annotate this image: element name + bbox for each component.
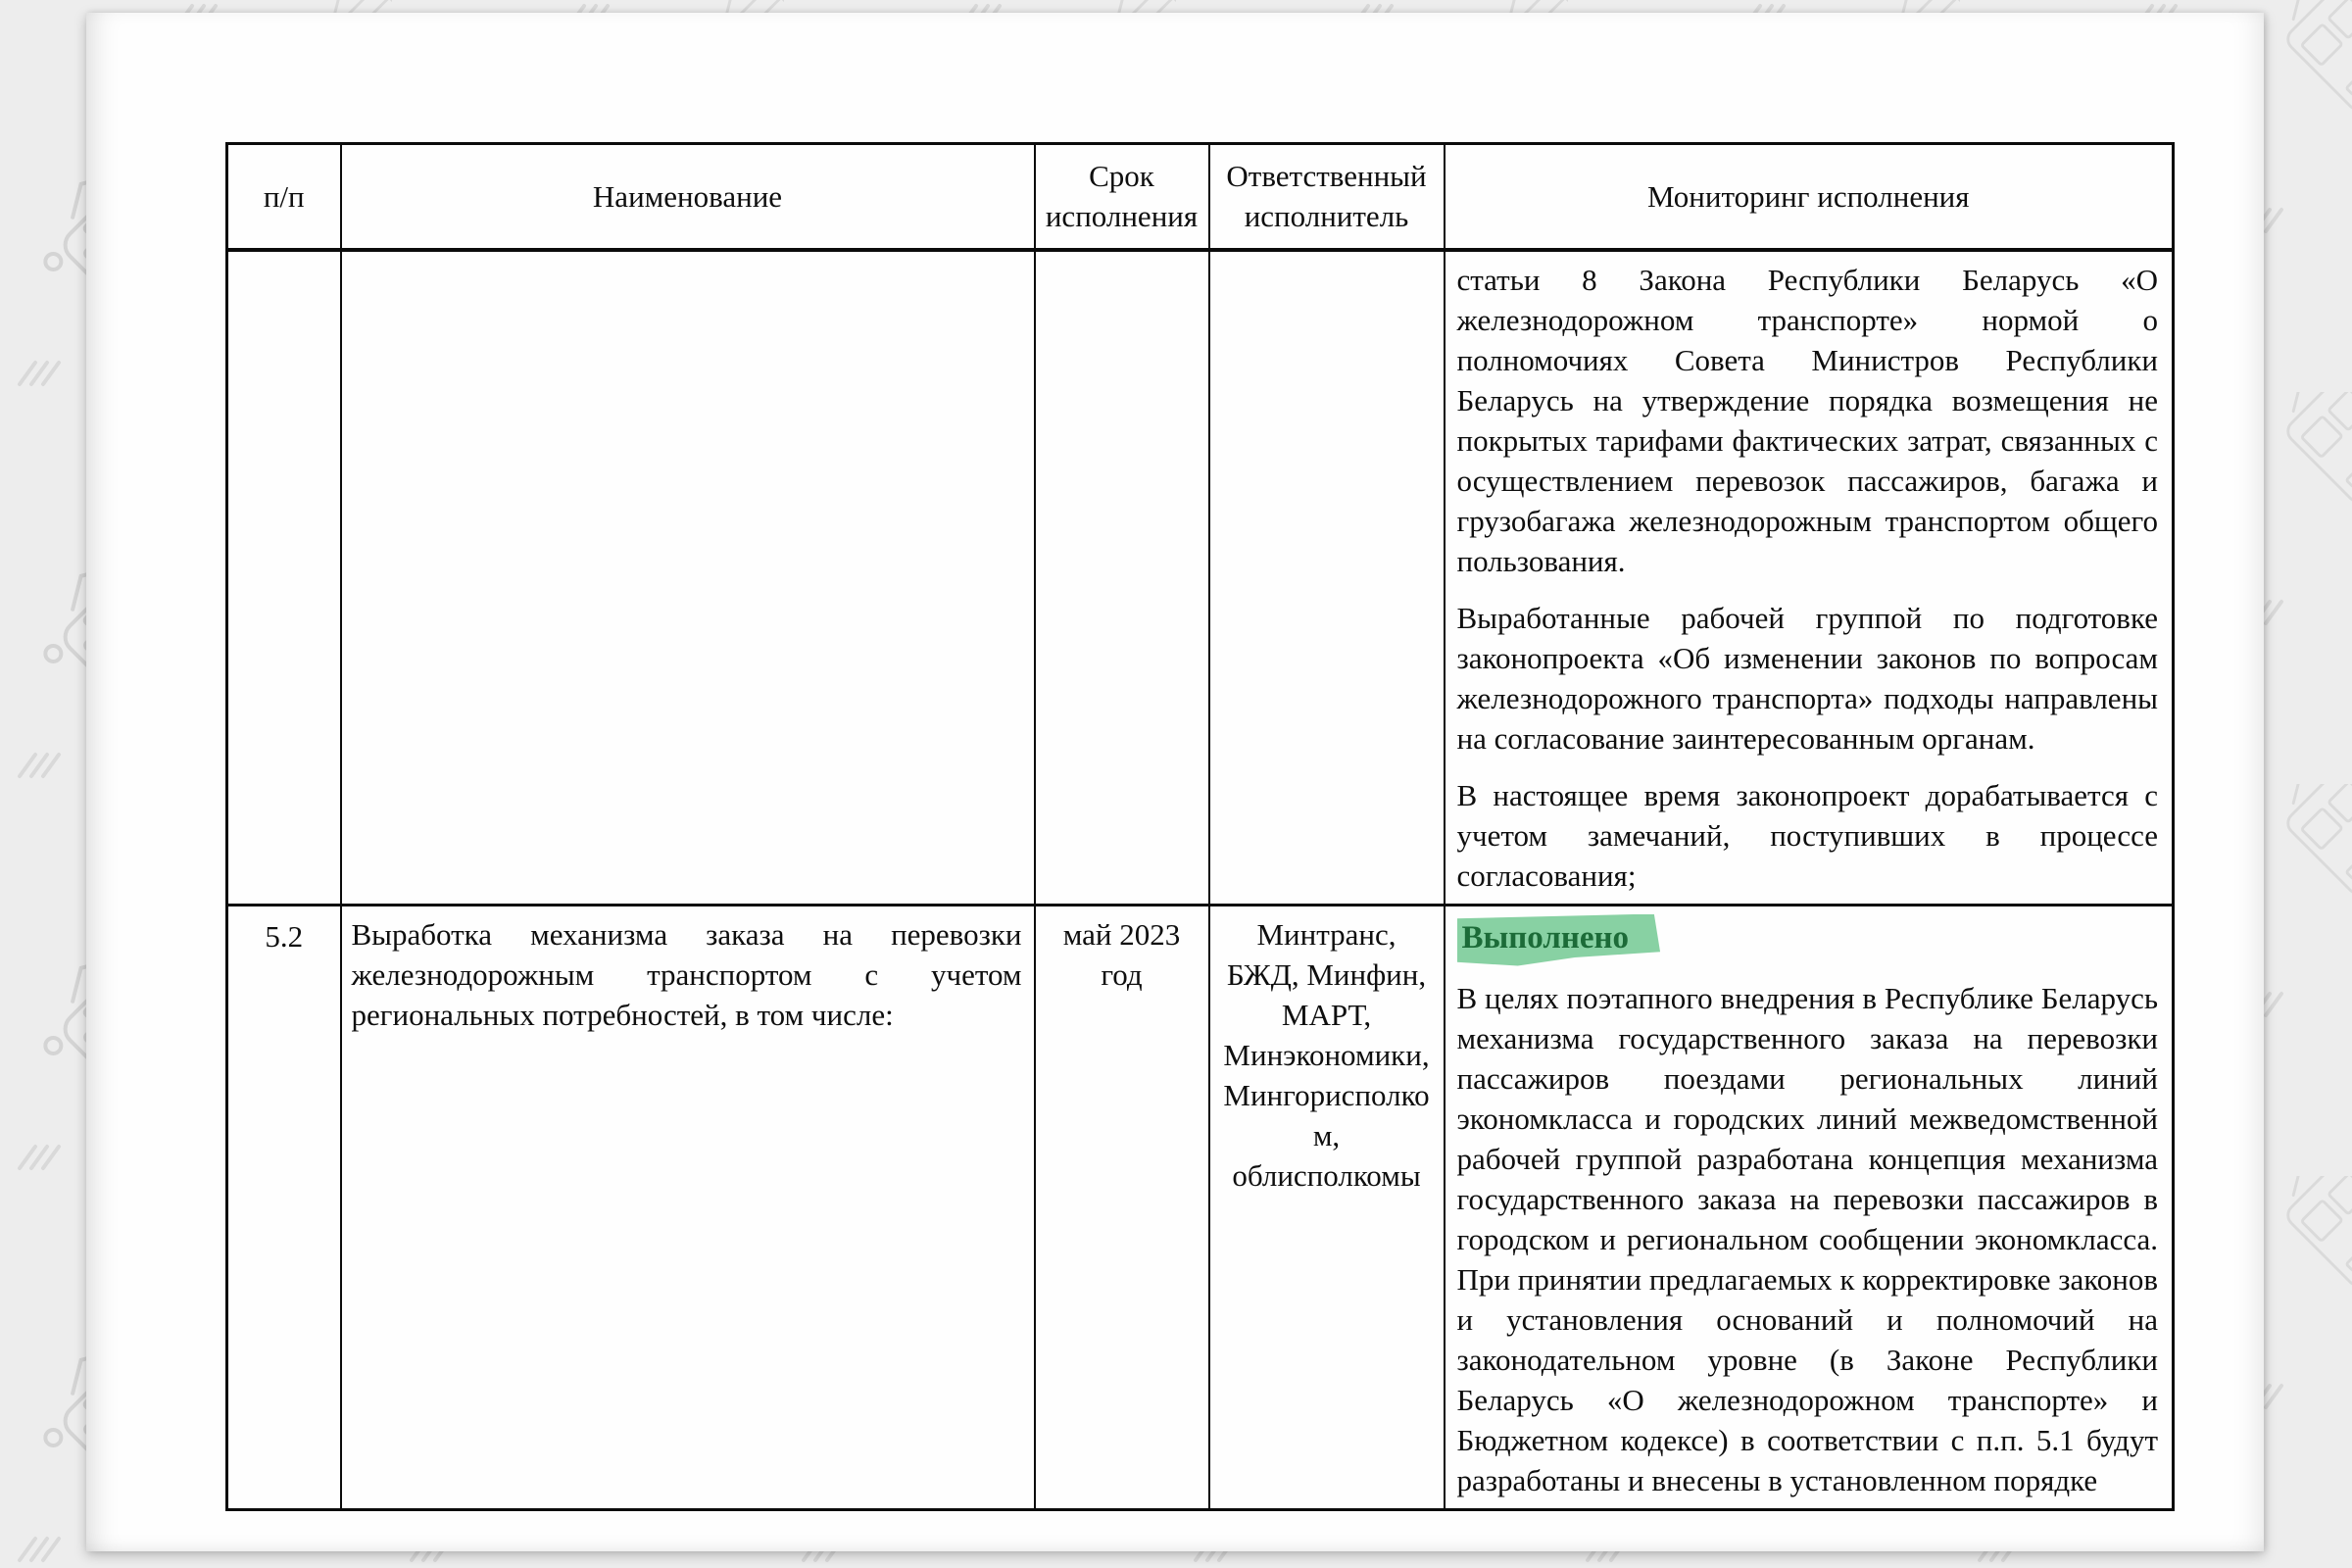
document-page xyxy=(86,13,2264,1551)
col-header-executor: Ответственный исполнитель xyxy=(1209,144,1445,250)
col-header-monitoring: Мониторинг исполнения xyxy=(1445,144,2174,250)
status-badge-done: Выполнено xyxy=(1457,914,1661,966)
cell-name: Выработка механизма заказа на перевозки железнодорожным транспортом с учетом региональных потребностей, в том числе: xyxy=(341,905,1035,1509)
cell-name xyxy=(341,250,1035,906)
cell-monitoring xyxy=(1445,905,2174,1509)
monitoring-paragraph: В настоящее время законопроект дорабатывается с учетом замечаний, поступивших в процессе согласования; xyxy=(1456,777,2158,893)
col-header-num: п/п xyxy=(227,144,341,250)
status-line xyxy=(1457,914,2159,966)
monitoring-paragraph: В целях поэтапного внедрения в Республике Беларусь механизма государственного заказа на перевозки пассажиров поездами региональных линий экономкласса и городских линий межведомственной рабочей группой разработана концепция механизма государственного заказа на перевозки пассажиров в городском и региональном сообщении экономкласса. При принятии предлагаемых к корректировке законов и установления оснований и полномочий на законодательном уровне (в Законе Республики Беларусь «О железнодорожном транспорте» и Бюджетном кодексе) в соответствии с п.п. 5.1 будут разработаны и внесены в установленном порядке xyxy=(1456,980,2158,1497)
cell-num xyxy=(227,250,341,906)
table-row-5-1-continuation xyxy=(227,250,2174,906)
col-header-name: Наименование xyxy=(341,144,1035,250)
cell-executor: Минтранс, БЖД, Минфин, МАРТ, Минэкономики, Мингорисполком, облисполкомы xyxy=(1209,905,1445,1509)
monitoring-paragraph: Выработанные рабочей группой по подготовке законопроекта «Об изменении законов по вопросам железнодорожного транспорта» подходы направлены на согласование заинтересованным органам. xyxy=(1456,600,2158,756)
monitoring-paragraph: статьи 8 Закона Республики Беларусь «О железнодорожном транспорте» нормой о полномочиях Совета Министров Республики Беларусь на утверждение порядка возмещения не покрытых тарифами фактических затрат, связанных с осуществлением перевозок пассажиров, багажа и грузобагажа железнодорожным транспортом общего пользования. xyxy=(1456,262,2158,578)
cell-term xyxy=(1035,250,1209,906)
cell-term: май 2023 год xyxy=(1035,905,1209,1509)
monitoring-table xyxy=(225,142,2175,1511)
cell-monitoring xyxy=(1445,250,2174,906)
cell-num: 5.2 xyxy=(227,905,341,1509)
cell-executor xyxy=(1209,250,1445,906)
table-row-5-2 xyxy=(227,905,2174,1509)
col-header-term: Срок исполнения xyxy=(1035,144,1209,250)
header-row xyxy=(227,144,2174,250)
